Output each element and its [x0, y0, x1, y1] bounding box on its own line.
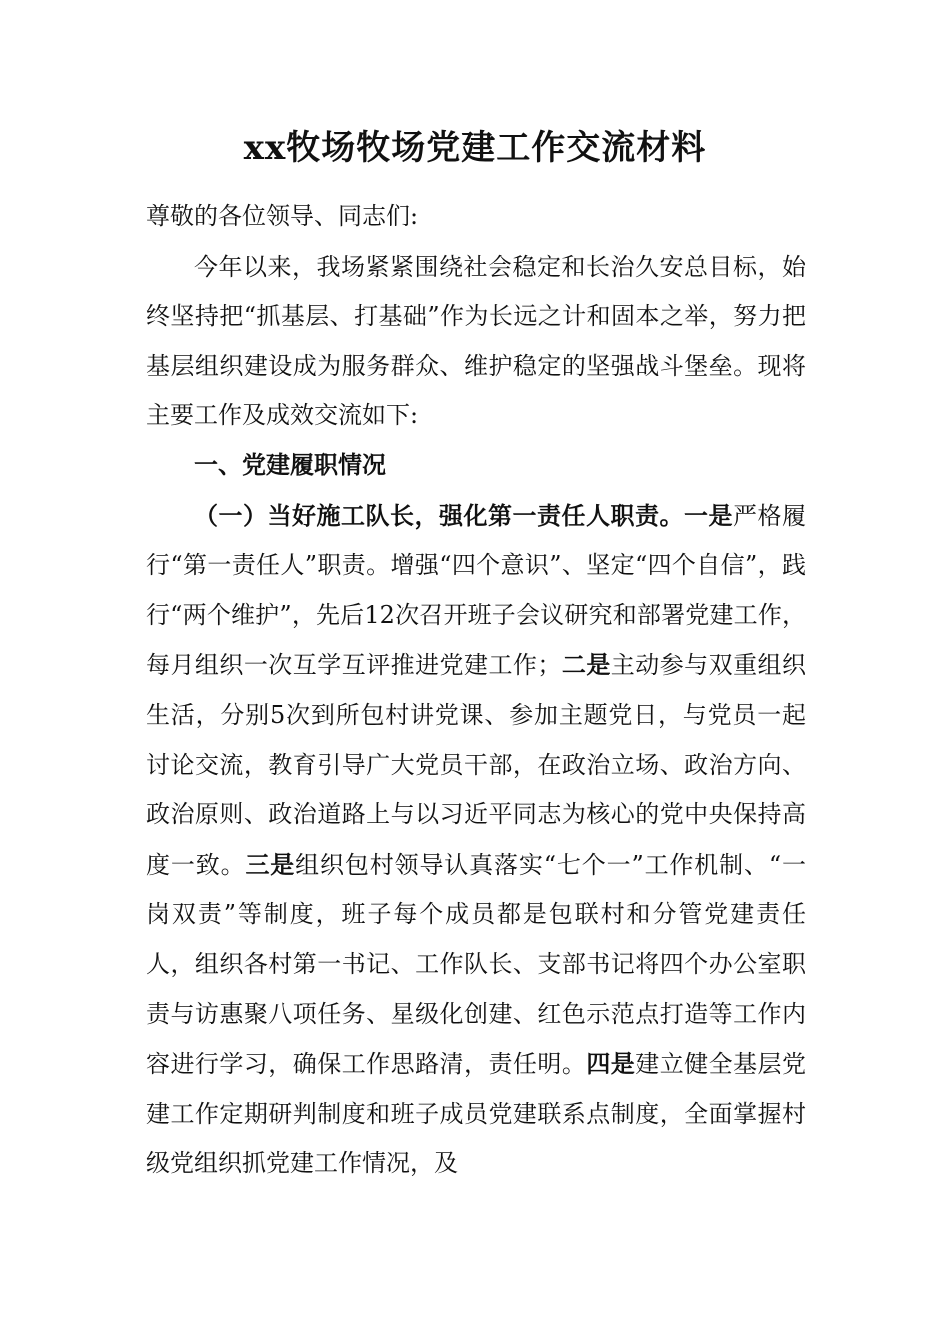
section-heading: 一、党建履职情况: [194, 450, 386, 479]
point-text-1: 严格履行“第一责任人”职责。增强“四个意识”、坚定“四个自信”，践行“两个维护”，先后12次召开班子会议研究和部署党建工作，每月组织一次互学互评推进党建工作；: [146, 501, 806, 680]
salutation: 尊敬的各位领导、同志们:: [146, 202, 419, 230]
intro-paragraph: 今年以来，我场紧紧围绕社会稳定和长治久安总目标，始终坚持把“抓基层、打基础”作为长远之计和固本之举，努力把基层组织建设成为服务群众、维护稳定的坚强战斗堡垒。现将主要工作及成效交流如下:: [146, 252, 806, 430]
point-text-4: 建立健全基层党建工作定期研判制度和班子成员党建联系点制度，全面掌握村级党组织抓党建工作情况，及: [146, 1050, 807, 1178]
point-text-2: 主动参与双重组织生活，分别5次到所包村讲党课、参加主题党日，与党员一起讨论交流，教育引导广大党员干部，在政治立场、政治方向、政治原则、政治道路上与以习近平同志为核心的党中央保持高度一致。: [146, 651, 807, 879]
document-body: [146, 192, 806, 1189]
point-text-3: 组织包村领导认真落实“七个一”工作机制、“一岗双责”等制度，班子每个成员都是包联村和分管党建责任人，组织各村第一书记、工作队长、支部书记将四个办公室职责与访惠聚八项任务、星级化创建、红色示范点打造等工作内容进行学习，确保工作思路清，责任明。: [146, 850, 806, 1079]
document-title: xx牧场牧场党建工作交流材料: [243, 128, 707, 168]
point-lead-2: 二是: [561, 650, 611, 680]
point-lead-1: 一是: [684, 500, 733, 530]
point-lead-4: 四是: [586, 1049, 636, 1079]
subsection-paragraph: [146, 491, 806, 1189]
subsection-heading: （一）当好施工队长，强化第一责任人职责。: [194, 500, 684, 530]
point-lead-3: 三是: [245, 849, 296, 879]
